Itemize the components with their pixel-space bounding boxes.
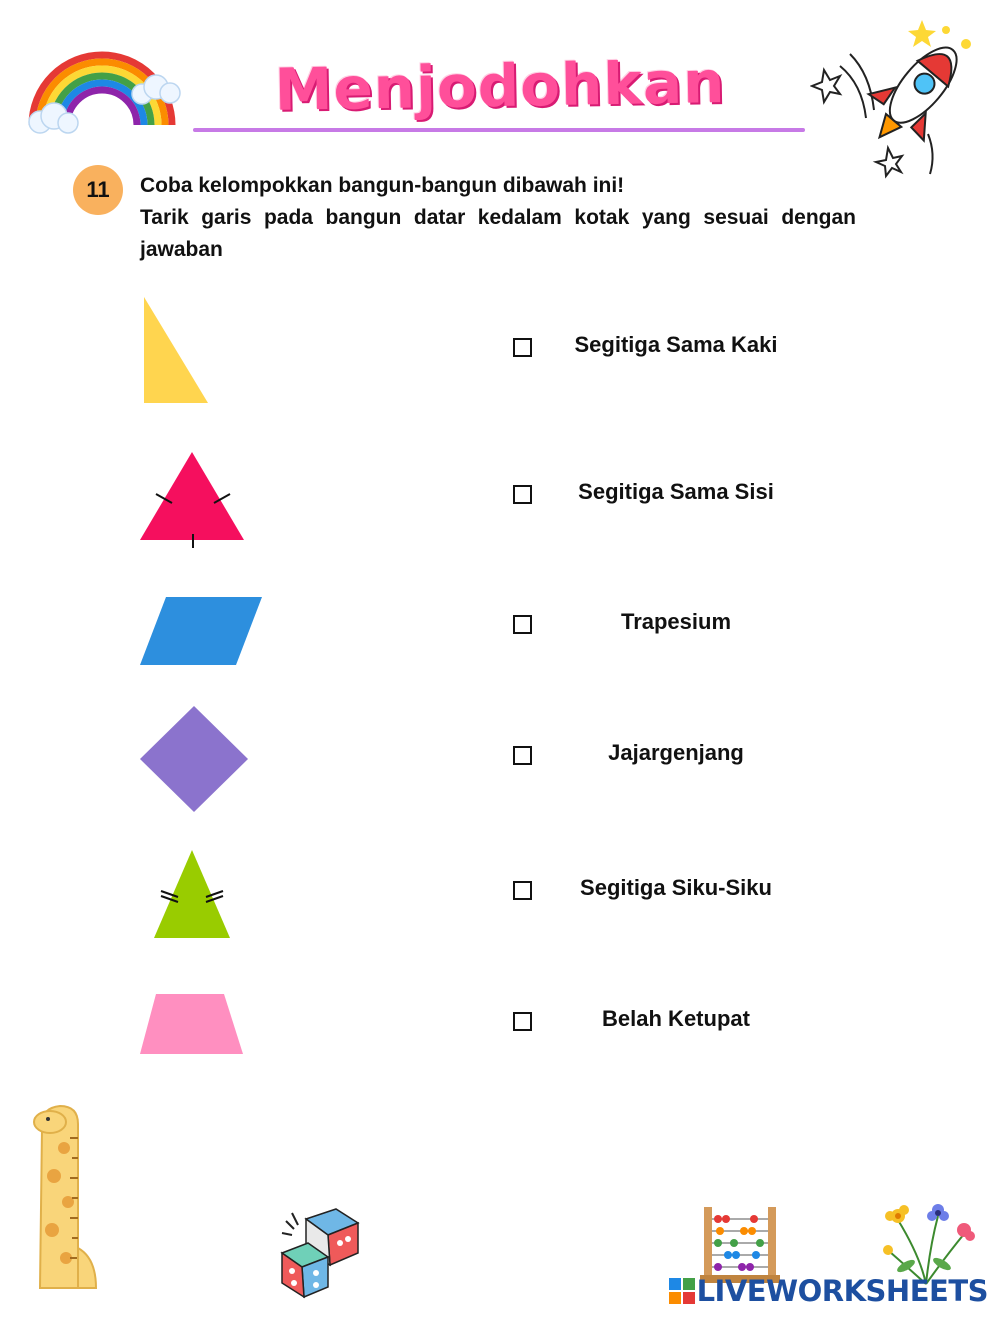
abacus-icon (698, 1205, 782, 1283)
answer-checkbox[interactable] (513, 1012, 532, 1031)
answer-label: Segitiga Siku-Siku (580, 875, 772, 900)
instructions (140, 170, 856, 266)
rhombus-shape[interactable] (138, 704, 250, 814)
answer-label: Trapesium (620, 609, 732, 634)
answer-row (510, 1004, 870, 1044)
title-underline (193, 128, 805, 132)
answer-row (510, 330, 870, 370)
answer-row (510, 607, 870, 647)
dice-icon (278, 1205, 362, 1299)
answer-checkbox[interactable] (513, 615, 532, 634)
answer-row (510, 738, 870, 778)
answer-label: Segitiga Sama Sisi (578, 479, 774, 504)
answer-label: Belah Ketupat (602, 1006, 750, 1031)
answer-row (510, 477, 870, 517)
equilateral-triangle-shape[interactable] (136, 448, 248, 550)
question-number-badge: 11 (73, 165, 123, 215)
answer-checkbox[interactable] (513, 746, 532, 765)
isosceles-triangle-shape[interactable] (150, 848, 234, 940)
flowers-icon (876, 1196, 980, 1286)
parallelogram-shape[interactable] (138, 595, 264, 667)
liveworksheets-logo-icon (669, 1278, 695, 1304)
right-triangle-shape[interactable] (140, 295, 212, 407)
page-title: Menjodohkan (274, 48, 726, 124)
answer-label: Jajargenjang (608, 740, 744, 765)
liveworksheets-logo (669, 1274, 988, 1308)
answer-checkbox[interactable] (513, 485, 532, 504)
answer-checkbox[interactable] (513, 338, 532, 357)
trapezoid-shape[interactable] (138, 992, 246, 1056)
answer-row (510, 873, 870, 913)
answer-label: Segitiga Sama Kaki (574, 332, 778, 357)
answer-checkbox[interactable] (513, 881, 532, 900)
instruction-line-2: Tarik garis pada bangun datar kedalam kotak yang sesuai dengan jawaban (140, 206, 856, 261)
liveworksheets-brand: LIVEWORKSHEETS (696, 1274, 988, 1308)
giraffe-ruler-icon (20, 1098, 102, 1298)
instruction-line-1: Coba kelompokkan bangun-bangun dibawah ini! (140, 174, 625, 197)
